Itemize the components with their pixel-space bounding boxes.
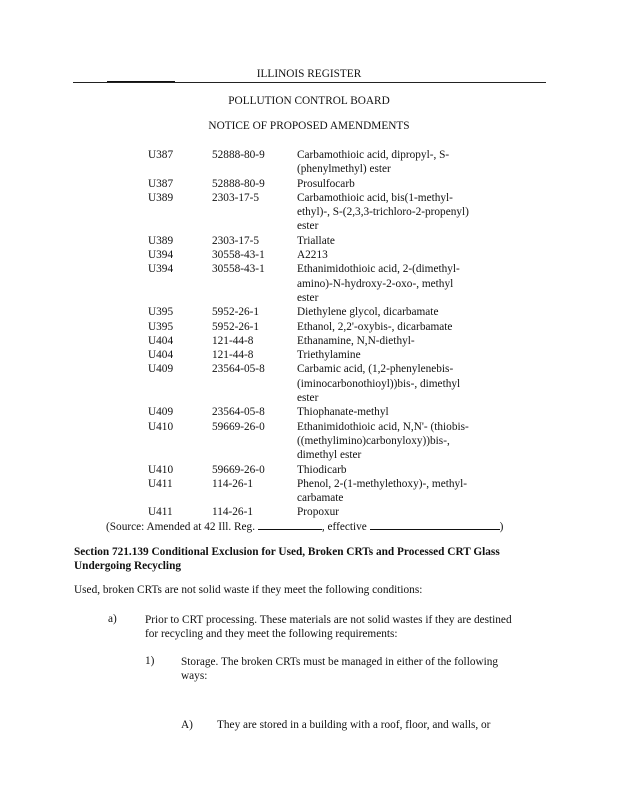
substance-name-line: ester (297, 392, 319, 405)
table-row (0, 505, 618, 519)
cas-number: 30558-43-1 (212, 249, 265, 262)
substance-name (297, 405, 527, 419)
substance-name-line: (phenylmethyl) ester (297, 163, 391, 176)
section-heading-line1: Section 721.139 Conditional Exclusion for Used, Broken CRTs and Processed CRT Glass (74, 546, 500, 558)
substance-name-line: (iminocarbonothioyl))bis-, dimethyl (297, 377, 461, 390)
source-middle: , effective (321, 521, 370, 533)
substance-name (297, 320, 527, 334)
substance-name (297, 177, 527, 191)
waste-code: U394 (148, 263, 174, 276)
substance-name-line: Phenol, 2-(1-methylethoxy)-, methyl- (297, 477, 468, 490)
table-row (0, 477, 618, 506)
waste-code: U409 (148, 363, 174, 376)
cas-number: 121-44-8 (212, 349, 254, 362)
waste-code: U410 (148, 463, 174, 476)
table-row (0, 177, 618, 191)
cas-number: 114-26-1 (212, 506, 253, 519)
substance-name-line: carbamate (297, 492, 344, 505)
substance-name-line: Diethylene glycol, dicarbamate (297, 306, 439, 319)
table-row (0, 248, 618, 262)
substance-name-line: ((methylimino)carbonyloxy))bis-, (297, 434, 450, 447)
register-blank (258, 519, 322, 530)
cas-number: 52888-80-9 (212, 149, 265, 161)
cas-number: 5952-26-1 (212, 320, 260, 333)
subsection-a-label: a) (108, 613, 117, 625)
waste-code: U404 (148, 334, 174, 347)
substance-name (297, 305, 527, 319)
cas-number: 23564-05-8 (212, 406, 265, 419)
table-row (0, 148, 618, 177)
item-1-line2: ways: (181, 670, 208, 683)
cas-number: 2303-17-5 (212, 191, 260, 204)
waste-code: U411 (148, 506, 173, 519)
table-row (0, 405, 618, 419)
item-A-text: They are stored in a building with a roof, floor, and walls, or (217, 719, 491, 731)
substance-name (297, 463, 527, 477)
waste-code: U389 (148, 191, 174, 204)
waste-code-table (0, 148, 618, 520)
section-heading (74, 545, 500, 574)
substance-name-line: amino)-N-hydroxy-2-oxo-, methyl (297, 277, 454, 290)
substance-name-line: ethyl)-, S-(2,3,3-trichloro-2-propenyl) (297, 206, 469, 219)
table-row (0, 262, 618, 305)
cas-number: 5952-26-1 (212, 306, 260, 319)
cas-number: 30558-43-1 (212, 263, 265, 276)
substance-name-line: Carbamothioic acid, dipropyl-, S- (297, 149, 450, 161)
table-row (0, 362, 618, 405)
table-row (0, 348, 618, 362)
source-note (106, 519, 503, 533)
waste-code: U409 (148, 406, 174, 419)
subsection-a-line1: Prior to CRT processing. These materials are not solid wastes if they are destined (145, 614, 512, 626)
substance-name (297, 248, 527, 262)
item-1-label: 1) (145, 655, 155, 667)
agency-title: POLLUTION CONTROL BOARD (228, 95, 390, 107)
substance-name-line: Ethanol, 2,2'-oxybis-, dicarbamate (297, 320, 453, 333)
effective-blank (370, 519, 500, 530)
cas-number: 23564-05-8 (212, 363, 265, 376)
substance-name (297, 348, 527, 362)
substance-name-line: Triethylamine (297, 349, 361, 362)
source-suffix: ) (499, 521, 504, 533)
substance-name-line: Thiodicarb (297, 463, 347, 476)
header-rule (73, 82, 546, 83)
waste-code: U387 (148, 177, 174, 190)
waste-code: U389 (148, 234, 174, 247)
table-row (0, 305, 618, 319)
substance-name-line: Carbamothioic acid, bis(1-methyl- (297, 191, 453, 204)
waste-code: U395 (148, 306, 174, 319)
substance-name-line: Ethanimidothioic acid, 2-(dimethyl- (297, 263, 460, 276)
table-row (0, 420, 618, 463)
item-A-label: A) (181, 719, 193, 731)
waste-code: U395 (148, 320, 174, 333)
substance-name (297, 420, 527, 463)
register-title: ILLINOIS REGISTER (256, 68, 362, 80)
subsection-a-text (145, 613, 512, 642)
section-heading-line2: Undergoing Recycling (74, 560, 182, 573)
table-row (0, 334, 618, 348)
waste-code: U411 (148, 477, 173, 490)
substance-name (297, 262, 527, 305)
substance-name (297, 334, 527, 348)
table-row (0, 463, 618, 477)
substance-name-line: dimethyl ester (297, 449, 362, 462)
table-row (0, 234, 618, 248)
substance-name-line: Ethanimidothioic acid, N,N'- (thiobis- (297, 420, 469, 433)
substance-name (297, 477, 527, 506)
substance-name-line: Prosulfocarb (297, 177, 355, 190)
substance-name (297, 362, 527, 405)
waste-code: U404 (148, 349, 174, 362)
item-1-text (181, 655, 498, 684)
substance-name (297, 191, 527, 234)
table-row (0, 191, 618, 234)
cas-number: 59669-26-0 (212, 463, 265, 476)
table-row (0, 320, 618, 334)
section-intro: Used, broken CRTs are not solid waste if they meet the following conditions: (74, 584, 423, 596)
substance-name-line: Carbamic acid, (1,2-phenylenebis- (297, 363, 454, 376)
substance-name-line: Thiophanate-methyl (297, 406, 389, 419)
subsection-a-line2: for recycling and they meet the following requirements: (145, 628, 398, 641)
cas-number: 52888-80-9 (212, 177, 265, 190)
item-1-line1: Storage. The broken CRTs must be managed in either of the following (181, 656, 499, 668)
substance-name-line: Propoxur (297, 506, 340, 519)
substance-name-line: Triallate (297, 234, 335, 247)
substance-name (297, 234, 527, 248)
notice-title: NOTICE OF PROPOSED AMENDMENTS (208, 120, 410, 132)
substance-name-line: ester (297, 291, 319, 304)
cas-number: 2303-17-5 (212, 234, 260, 247)
cas-number: 114-26-1 (212, 477, 253, 490)
cas-number: 121-44-8 (212, 334, 254, 347)
substance-name-line: Ethanamine, N,N-diethyl- (297, 334, 415, 347)
waste-code: U410 (148, 420, 174, 433)
substance-name (297, 148, 527, 177)
substance-name (297, 505, 527, 519)
substance-name-line: A2213 (297, 249, 328, 262)
cas-number: 59669-26-0 (212, 420, 265, 433)
waste-code: U387 (148, 149, 174, 161)
waste-code: U394 (148, 249, 174, 262)
substance-name-line: ester (297, 220, 319, 233)
source-prefix: (Source: Amended at 42 Ill. Reg. (106, 521, 258, 533)
